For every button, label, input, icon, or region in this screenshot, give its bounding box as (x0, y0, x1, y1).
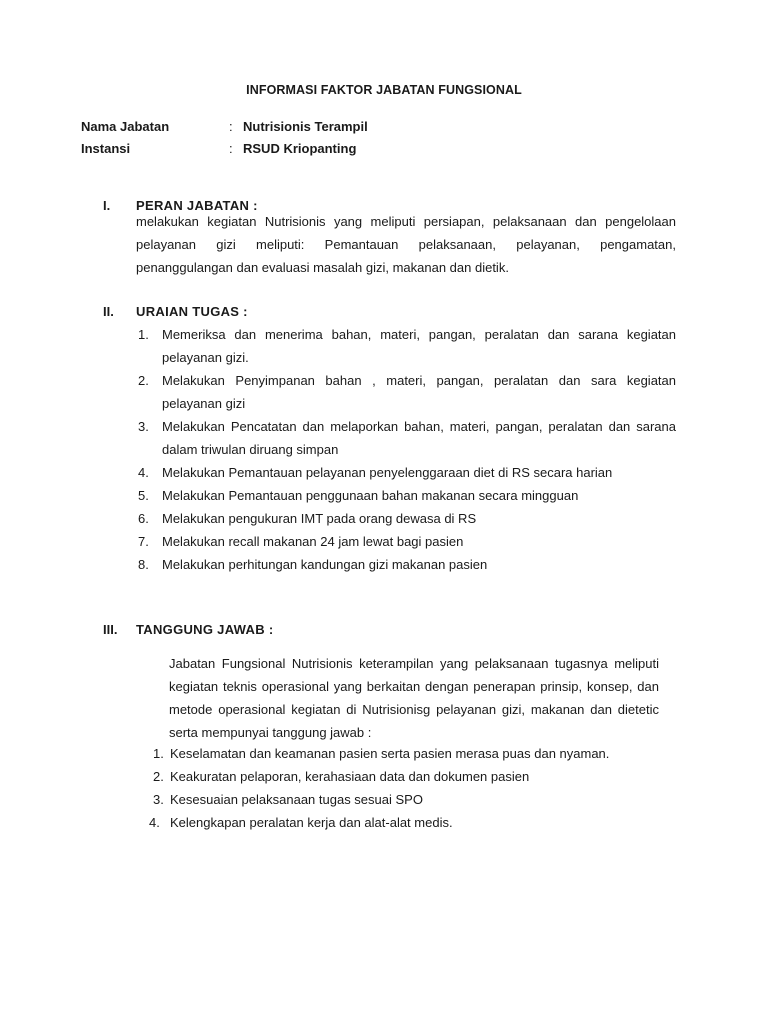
document-title: INFORMASI FAKTOR JABATAN FUNGSIONAL (246, 83, 522, 97)
list-item-number: 8. (138, 557, 149, 572)
tanggung-jawab-list (149, 742, 659, 834)
list-item (138, 323, 676, 369)
list-item (153, 742, 659, 765)
list-item-text: Melakukan Pemantauan penggunaan bahan makanan secara mingguan (162, 488, 579, 503)
uraian-tugas-list (138, 323, 676, 576)
list-item (138, 369, 676, 415)
info-value: RSUD Kriopanting (243, 141, 357, 156)
list-item-number: 2. (153, 769, 164, 784)
list-item-number: 3. (138, 419, 149, 434)
list-item-text: Melakukan Pemantauan pelayanan penyelenggaraan diet di RS secara harian (162, 465, 613, 480)
list-item (138, 553, 676, 576)
list-item (153, 765, 659, 788)
section-heading-peran: PERAN JABATAN : (136, 198, 258, 213)
list-item-number: 4. (149, 815, 160, 830)
list-item-number: 3. (153, 792, 164, 807)
section-text-peran: melakukan kegiatan Nutrisionis yang meliputi persiapan, pelaksanaan dan pengelolaan pelayanan gizi meliputi: Pemantauan pelaksanaan, pelayanan, pengamatan, penanggulangan dan evaluasi masalah gizi, makanan dan dietik. (136, 214, 676, 275)
list-item-number: 1. (153, 746, 164, 761)
info-colon: : (229, 119, 233, 134)
info-colon: : (229, 141, 233, 156)
list-item-number: 6. (138, 511, 149, 526)
list-item-number: 4. (138, 465, 149, 480)
section-number-uraian: II. (103, 304, 114, 319)
list-item-number: 2. (138, 373, 149, 388)
section-intro-tanggung: Jabatan Fungsional Nutrisionis keterampilan yang pelaksanaan tugasnya meliputi kegiatan teknis operasional yang berkaitan dengan penerapan prinsip, konsep, dan metode operasional kegiatan di Nutrisionisg pelayanan gizi, makanan dan dietetic serta mempunyai tanggung jawab : (169, 656, 659, 740)
list-item-text: Memeriksa dan menerima bahan, materi, pangan, peralatan dan sarana kegiatan pelayanan gizi. (162, 327, 676, 365)
list-item-number: 7. (138, 534, 149, 549)
list-item (138, 415, 676, 461)
list-item-number: 1. (138, 327, 149, 342)
section-number-tanggung: III. (103, 622, 118, 637)
list-item-text: Kesesuaian pelaksanaan tugas sesuai SPO (170, 792, 423, 807)
section-heading-uraian: URAIAN TUGAS : (136, 304, 248, 319)
list-item (153, 788, 659, 811)
list-item (138, 530, 676, 553)
section-number-peran: I. (103, 198, 111, 213)
list-item-text: Melakukan Penyimpanan bahan , materi, pangan, peralatan dan sara kegiatan pelayanan gizi (162, 373, 676, 411)
list-item-text: Kelengkapan peralatan kerja dan alat-alat medis. (170, 815, 453, 830)
section-heading-tanggung: TANGGUNG JAWAB : (136, 622, 274, 637)
list-item (138, 461, 676, 484)
info-value: Nutrisionis Terampil (243, 119, 368, 134)
list-item-text: Keselamatan dan keamanan pasien serta pasien merasa puas dan nyaman. (170, 746, 610, 761)
list-item-text: Melakukan pengukuran IMT pada orang dewasa di RS (162, 511, 477, 526)
list-item (138, 507, 676, 530)
list-item-text: Melakukan recall makanan 24 jam lewat bagi pasien (162, 534, 464, 549)
info-label: Instansi (81, 141, 131, 156)
list-item-number: 5. (138, 488, 149, 503)
list-item (138, 484, 676, 507)
list-item (149, 811, 659, 834)
list-item-text: Melakukan perhitungan kandungan gizi makanan pasien (162, 557, 488, 572)
list-item-text: Keakuratan pelaporan, kerahasiaan data dan dokumen pasien (170, 769, 530, 784)
info-label: Nama Jabatan (81, 119, 170, 134)
list-item-text: Melakukan Pencatatan dan melaporkan bahan, materi, pangan, peralatan dan sarana dalam triwulan diruang simpan (162, 419, 676, 457)
